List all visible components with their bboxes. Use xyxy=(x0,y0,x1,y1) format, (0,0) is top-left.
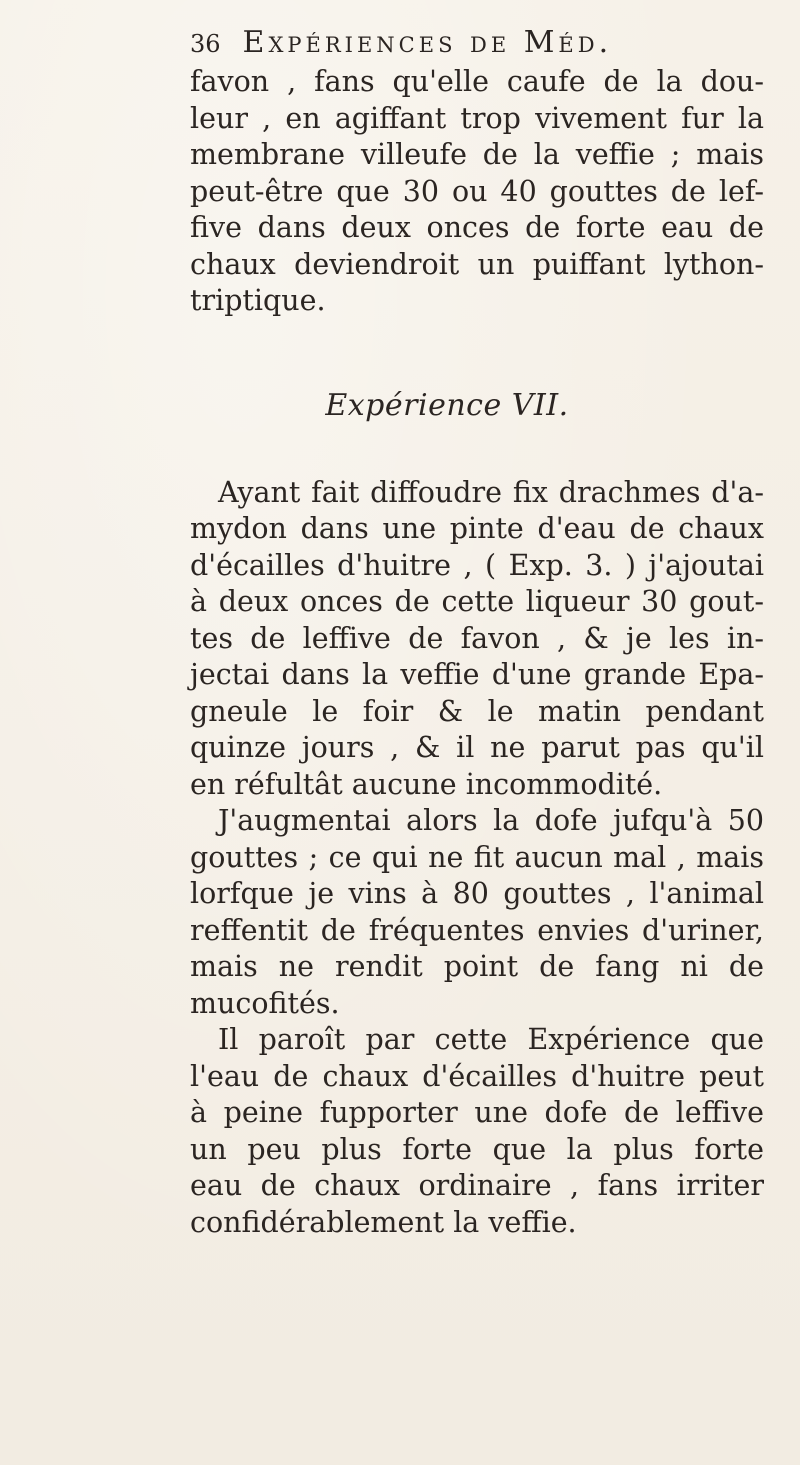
text-line: gouttes ; ce qui ne fit aucun mal , mais xyxy=(190,840,764,874)
text-line: reffentit de fréquentes envies d'uriner, xyxy=(190,913,764,947)
text-line: tes de leffive de favon , & je les in- xyxy=(190,621,764,655)
section-heading: Expérience VII. xyxy=(325,387,569,423)
text-line: J'augmentai alors la dofe jufqu'à 50 xyxy=(218,804,764,837)
running-title: Expériences de Méd. xyxy=(242,25,613,60)
paragraph-continued xyxy=(190,64,764,320)
text-line: quinze jours , & il ne parut pas qu'il xyxy=(190,731,764,764)
text-line: l'eau de chaux d'écailles d'huitre peut xyxy=(190,1059,764,1093)
text-line: d'écailles d'huitre , ( Exp. 3. ) j'ajoutai xyxy=(190,548,764,582)
text-line: confidérablement la veffie. xyxy=(190,1205,577,1239)
text-line: peut-être que 30 ou 40 gouttes de lef- xyxy=(190,174,764,208)
running-head xyxy=(190,25,764,60)
text-line: en réfultât aucune incommodité. xyxy=(190,767,663,801)
text-line: Ayant fait diffoudre fix drachmes d'a- xyxy=(218,475,764,509)
text-line: leur , en agiffant trop vivement fur la xyxy=(190,101,764,135)
text-line: lorfque je vins à 80 gouttes , l'animal xyxy=(190,877,764,910)
paragraph-experiment xyxy=(190,475,764,804)
text-line: mucofités. xyxy=(190,986,340,1020)
page-number: 36 xyxy=(190,30,221,58)
text-line: Il paroît par cette Expérience que xyxy=(218,1023,764,1056)
text-line: eau de chaux ordinaire , fans irriter xyxy=(190,1169,764,1202)
text-line: mais ne rendit point de fang ni de xyxy=(190,950,764,983)
text-line: jectai dans la veffie d'une grande Epa- xyxy=(190,658,764,691)
text-line: chaux deviendroit un puiffant lython- xyxy=(190,247,764,281)
text-line: à deux onces de cette liqueur 30 gout- xyxy=(190,585,764,618)
paragraph-conclusion xyxy=(190,1022,764,1241)
text-line: five dans deux onces de forte eau de xyxy=(190,211,764,244)
text-line: triptique. xyxy=(190,284,326,317)
paragraph-dose xyxy=(190,803,764,1022)
text-line: un peu plus forte que la plus forte xyxy=(190,1132,764,1166)
text-line: mydon dans une pinte d'eau de chaux xyxy=(190,512,764,545)
text-line: favon , fans qu'elle caufe de la dou- xyxy=(190,65,764,98)
text-line: gneule le foir & le matin pendant xyxy=(190,694,764,728)
text-line: à peine fupporter une dofe de leffive xyxy=(190,1096,764,1129)
text-line: membrane villeufe de la veffie ; mais xyxy=(190,138,764,171)
